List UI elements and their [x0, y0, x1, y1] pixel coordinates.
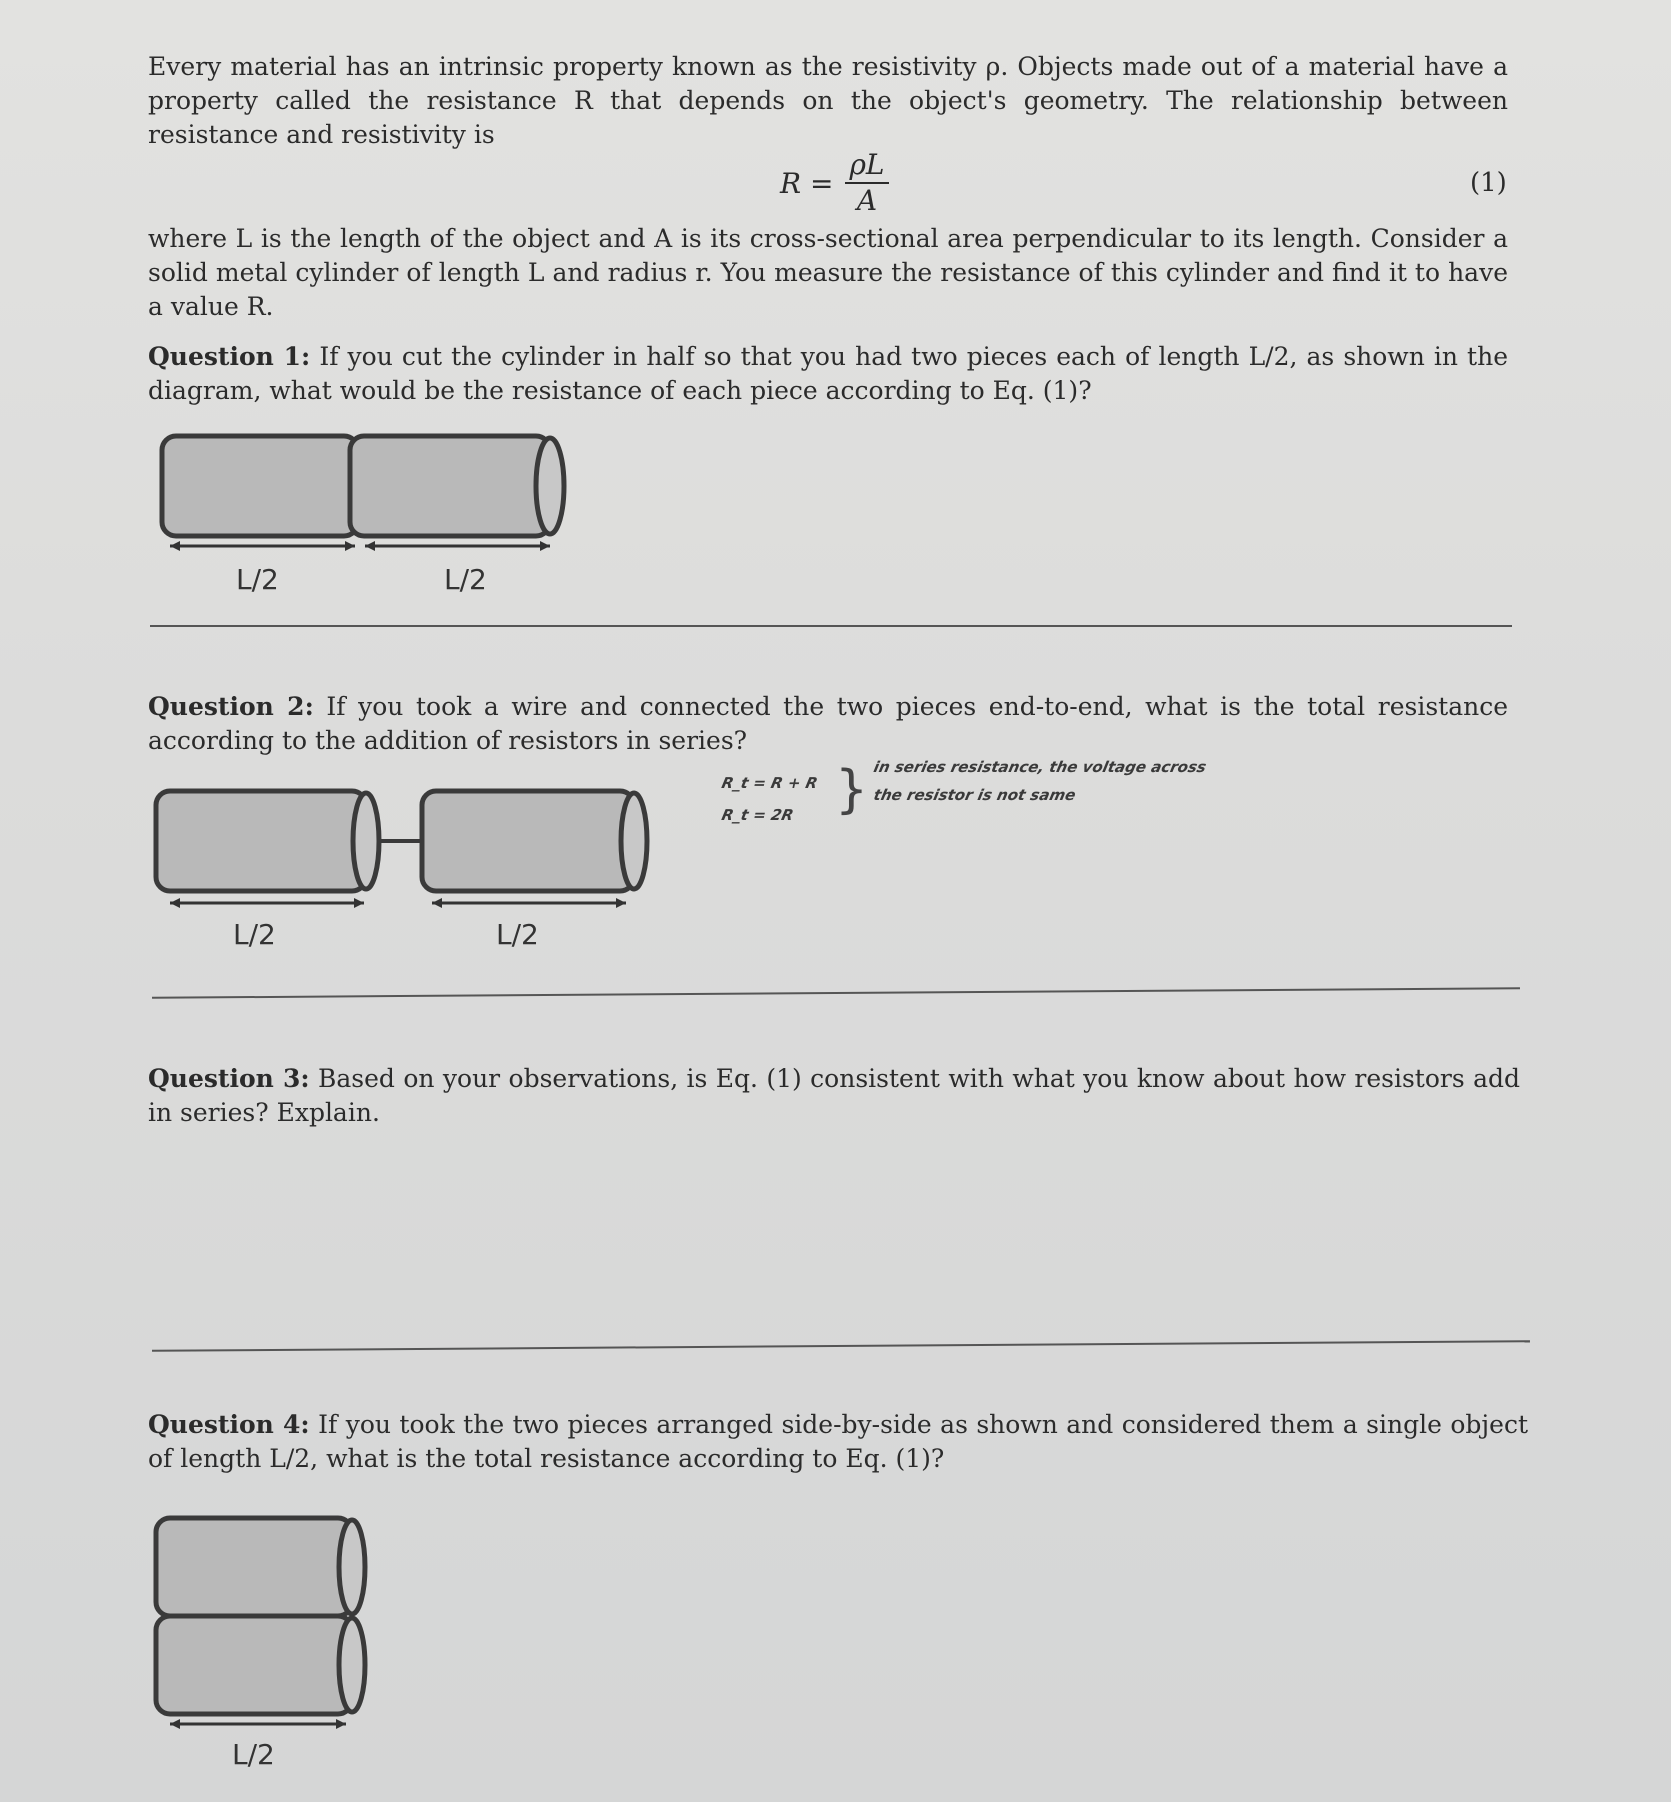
q2-dim-label-2: L/2: [496, 918, 539, 951]
equation-fraction: [845, 148, 888, 218]
intro-paragraph-2: where L is the length of the object and A is its cross-sectional area perpendicular to its length. Consider a solid metal cylinder of length L and radius r. You measure the resistance of this cylinder and find it to have a value R.: [148, 224, 1508, 321]
q2-cylinder-right: [422, 791, 634, 891]
q4-cylinder-top-end: [339, 1520, 365, 1614]
question-3-text: Based on your observations, is Eq. (1) consistent with what you know about how resistors add in series? Explain.: [148, 1064, 1520, 1127]
handwritten-note-1: in series resistance, the voltage across: [872, 758, 1208, 776]
question-3-label: Question 3:: [148, 1064, 310, 1093]
q1-dim-label-2: L/2: [444, 563, 487, 596]
handwritten-brace: }: [835, 760, 869, 820]
intro-paragraph: Every material has an intrinsic property known as the resistivity ρ. Objects made out of a material have a property called the resistance R that depends on the object's geometry. The relationship between resistance and resistivity is: [148, 52, 1508, 149]
q2-cylinder-right-end: [621, 793, 647, 889]
q1-dim-label-1: L/2: [236, 563, 279, 596]
question-2-label: Question 2:: [148, 692, 314, 721]
question-4-text: If you took the two pieces arranged side-by-side as shown and considered them a single object of length L/2, what is the total resistance according to Eq. (1)?: [148, 1410, 1528, 1473]
q4-cylinder-bottom-end: [339, 1618, 365, 1712]
q1-cylinder-right: [350, 436, 550, 536]
question-2-text: If you took a wire and connected the two pieces end-to-end, what is the total resistance according to the addition of resistors in series?: [148, 692, 1508, 755]
question-1-text: If you cut the cylinder in half so that you had two pieces each of length L/2, as shown in the diagram, what would be the resistance of each piece according to Eq. (1)?: [148, 342, 1508, 405]
equation-denominator: A: [856, 184, 878, 217]
q2-cylinder-left-end: [353, 793, 379, 889]
answer-line-3: [152, 1340, 1530, 1352]
q2-cylinder-left: [156, 791, 366, 891]
q1-cylinder-left: [162, 436, 358, 536]
equation-lhs: R =: [780, 166, 834, 200]
question-3: [148, 1062, 1520, 1130]
question-1-label: Question 1:: [148, 342, 311, 371]
q1-cylinder-end: [536, 438, 564, 534]
q2-cylinder-diagram: [150, 785, 650, 915]
q1-cylinder-diagram: [150, 430, 580, 550]
q4-cylinder-top: [156, 1518, 352, 1616]
q4-dim-label: L/2: [232, 1738, 275, 1771]
handwritten-line-2: R_t = 2R: [720, 806, 796, 824]
answer-line-2: [152, 987, 1520, 999]
q4-cylinder-diagram: [150, 1512, 370, 1732]
question-4: [148, 1408, 1528, 1476]
q4-cylinder-bottom: [156, 1616, 352, 1714]
resistance-equation: [780, 148, 889, 218]
equation-numerator: ρL: [845, 148, 888, 184]
question-1: [148, 340, 1508, 408]
handwritten-line-1: R_t = R + R: [720, 774, 820, 792]
answer-line-1: [150, 625, 1512, 627]
equation-number: (1): [1470, 168, 1507, 198]
question-4-label: Question 4:: [148, 1410, 310, 1439]
question-2: [148, 690, 1508, 758]
q2-dim-label-1: L/2: [233, 918, 276, 951]
handwritten-note-2: the resistor is not same: [872, 786, 1078, 804]
